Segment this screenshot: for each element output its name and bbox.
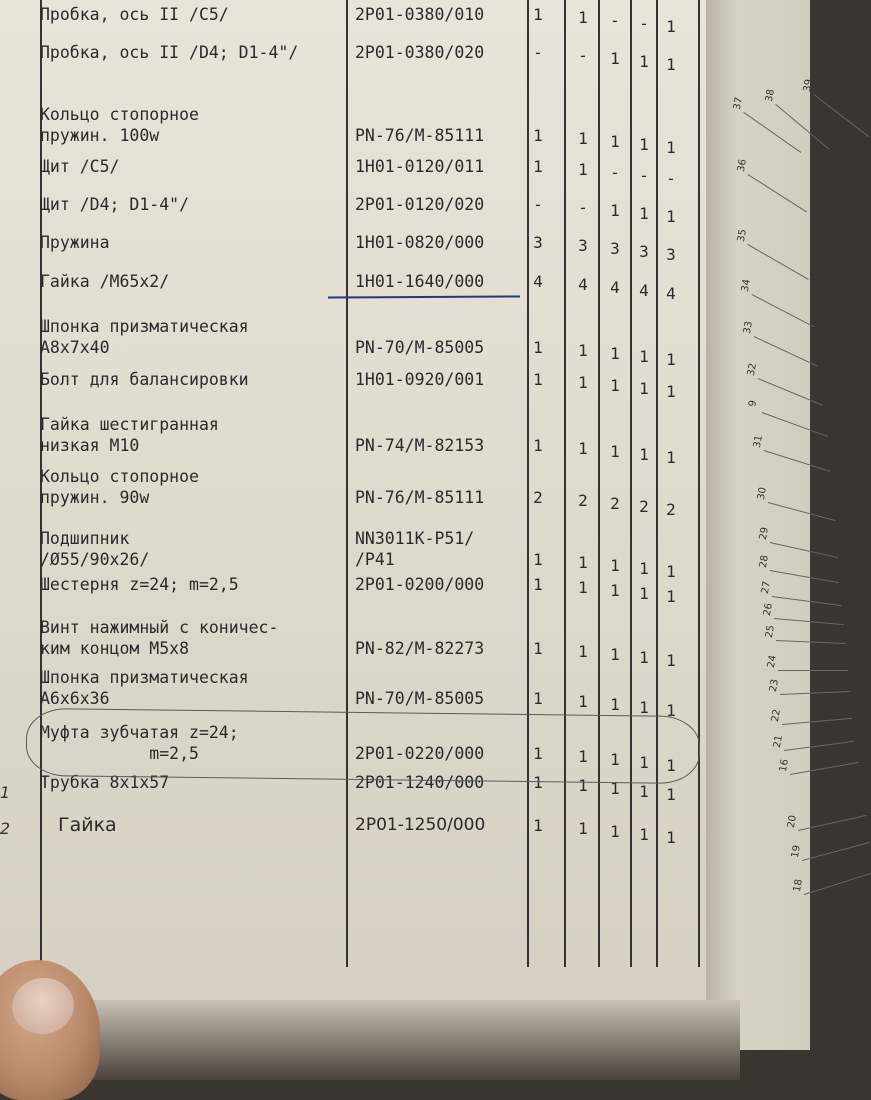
quantity-cell: 2 (639, 497, 649, 516)
quantity-cell: 1 (610, 695, 620, 714)
scale-number: 18 (791, 878, 805, 893)
scale-number: 30 (755, 486, 769, 501)
quantity-cell: 3 (666, 245, 676, 264)
scale-ray (804, 873, 871, 895)
quantity-cell: 1 (578, 553, 588, 572)
part-code: PN-70/M-85005 (355, 689, 485, 708)
quantity-cell: 1 (610, 581, 620, 600)
quantity-cell: - (533, 43, 543, 62)
scale-ray (775, 104, 829, 150)
quantity-cell: 1 (666, 382, 676, 401)
part-code: 1H01-0120/011 (355, 157, 485, 176)
adjacent-page-scale (712, 60, 815, 920)
quantity-cell: 1 (533, 370, 543, 389)
quantity-cell: 1 (610, 344, 620, 363)
pen-circle-annotation (26, 708, 701, 784)
quantity-cell: 1 (610, 201, 620, 220)
scale-number: 16 (777, 758, 791, 773)
quantity-cell: 1 (578, 692, 588, 711)
pen-underline (328, 295, 520, 298)
scale-number: 19 (789, 844, 803, 859)
quantity-cell: 1 (639, 379, 649, 398)
quantity-cell: 1 (533, 773, 543, 792)
quantity-cell: - (639, 14, 649, 33)
quantity-cell: 1 (666, 55, 676, 74)
quantity-cell: 1 (639, 445, 649, 464)
part-code: PN-76/M-85111 (355, 126, 485, 145)
scale-number: 33 (741, 320, 755, 335)
quantity-cell: 4 (666, 284, 676, 303)
part-code: 2P01-0220/000 (355, 744, 485, 763)
quantity-cell: 1 (610, 49, 620, 68)
quantity-cell: 1 (666, 701, 676, 720)
quantity-cell: 1 (578, 129, 588, 148)
quantity-cell: 1 (533, 126, 543, 145)
table-border-right (698, 0, 700, 967)
part-name: Щит /D4; D1-4"/ (40, 195, 190, 214)
quantity-cell: 1 (578, 341, 588, 360)
quantity-cell: 1 (639, 559, 649, 578)
quantity-cell: 1 (578, 439, 588, 458)
scale-ray (802, 842, 870, 861)
part-name: Кольцо стопорное пружин. 100w (40, 105, 199, 145)
quantity-cell: 1 (666, 756, 676, 775)
part-code: 1H01-1640/000 (355, 272, 485, 291)
quantity-cell: 1 (578, 642, 588, 661)
quantity-cell: 1 (533, 639, 543, 658)
part-name: Подшипник /Ø55/90x26/ (40, 529, 150, 569)
scale-ray (764, 450, 831, 472)
quantity-cell: 1 (639, 753, 649, 772)
scale-number: 21 (771, 734, 785, 749)
scale-ray (770, 542, 839, 558)
quantity-cell: 1 (610, 132, 620, 151)
quantity-cell: 1 (610, 556, 620, 575)
quantity-cell: 1 (533, 744, 543, 763)
part-code: PN-74/M-82153 (355, 436, 485, 455)
quantity-cell: 1 (666, 587, 676, 606)
part-code: PN-70/M-85005 (355, 338, 485, 357)
quantity-cell: - (610, 11, 620, 30)
part-code: 2P01-1240/000 (355, 773, 485, 792)
scale-ray (770, 570, 839, 583)
margin-number-2: 2 (0, 819, 11, 838)
quantity-cell: 1 (639, 584, 649, 603)
quantity-cell: 1 (666, 562, 676, 581)
scale-number: 24 (765, 654, 779, 669)
scale-ray (752, 294, 815, 327)
quantity-cell: 1 (533, 816, 543, 835)
part-name: Гайка шестигранная низкая M10 (40, 415, 219, 455)
scale-ray (790, 762, 859, 775)
part-code: 2P01-0120/020 (355, 195, 485, 214)
quantity-cell: 1 (666, 828, 676, 847)
quantity-cell: 1 (533, 575, 543, 594)
scale-number: 26 (761, 602, 775, 617)
quantity-cell: 3 (533, 233, 543, 252)
quantity-cell: 1 (533, 550, 543, 569)
scale-number: 39 (801, 78, 815, 93)
quantity-cell: 1 (610, 822, 620, 841)
quantity-cell: 1 (639, 648, 649, 667)
part-code: NN3011K-P51/ /P41 (355, 529, 475, 569)
part-name: Шестерня z=24; m=2,5 (40, 575, 239, 594)
quantity-cell: 1 (610, 376, 620, 395)
quantity-cell: 1 (578, 819, 588, 838)
quantity-cell: 1 (578, 776, 588, 795)
quantity-cell: 1 (639, 825, 649, 844)
part-name: Шпонка призматическая A6x6x36 (40, 668, 249, 708)
scale-number: 37 (731, 96, 745, 111)
scale-number: 29 (757, 526, 771, 541)
quantity-cell: 1 (666, 651, 676, 670)
quantity-cell: - (639, 166, 649, 185)
part-code: 2P01-1250/000 (355, 815, 486, 835)
quantity-cell: 1 (533, 338, 543, 357)
quantity-cell: 2 (666, 500, 676, 519)
scale-number: 28 (757, 554, 771, 569)
part-name: Щит /C5/ (40, 157, 120, 176)
quantity-cell: 2 (610, 494, 620, 513)
part-code: 2P01-0380/020 (355, 43, 485, 62)
quantity-cell: - (533, 195, 543, 214)
part-name: Винт нажимный с коничес- ким концом M5x8 (40, 618, 279, 658)
quantity-cell: 1 (578, 578, 588, 597)
margin-number-1: 1 (0, 783, 11, 802)
part-name: Гайка /M65x2/ (40, 272, 170, 291)
table-divider-qty-3 (630, 0, 632, 967)
part-code: 2P01-0200/000 (355, 575, 485, 594)
quantity-cell: 4 (610, 278, 620, 297)
scale-ray (784, 741, 854, 751)
quantity-cell: 3 (610, 239, 620, 258)
scale-ray (768, 502, 836, 521)
quantity-cell: 1 (639, 347, 649, 366)
scale-number: 9 (747, 399, 760, 408)
quantity-cell: 2 (533, 488, 543, 507)
quantity-cell: 1 (578, 160, 588, 179)
quantity-cell: 1 (610, 442, 620, 461)
scale-number: 23 (767, 678, 781, 693)
quantity-cell: - (666, 169, 676, 188)
quantity-cell: - (578, 198, 588, 217)
table-divider-qty-4 (656, 0, 658, 967)
scale-ray (747, 174, 807, 212)
quantity-cell: 4 (533, 272, 543, 291)
quantity-cell: 1 (533, 157, 543, 176)
quantity-cell: 1 (639, 698, 649, 717)
scale-number: 32 (745, 362, 759, 377)
scale-number: 36 (735, 158, 749, 173)
scale-number: 35 (735, 228, 749, 243)
part-code: 2P01-0380/010 (355, 5, 485, 24)
quantity-cell: 1 (610, 645, 620, 664)
scale-number: 20 (785, 814, 799, 829)
scale-number: 27 (759, 580, 773, 595)
scale-number: 22 (769, 708, 783, 723)
part-code: PN-76/M-85111 (355, 488, 485, 507)
scale-ray (782, 718, 852, 725)
scale-ray (762, 412, 828, 437)
quantity-cell: 1 (639, 782, 649, 801)
quantity-cell: - (578, 46, 588, 65)
part-name: Муфта зубчатая z=24; m=2,5 (40, 723, 239, 763)
part-name: Болт для балансировки (40, 370, 249, 389)
quantity-cell: - (610, 163, 620, 182)
scale-ray (774, 618, 844, 625)
quantity-cell: 1 (610, 750, 620, 769)
part-code: 1H01-0920/001 (355, 370, 485, 389)
quantity-cell: 1 (533, 436, 543, 455)
quantity-cell: 1 (578, 747, 588, 766)
quantity-cell: 1 (639, 52, 649, 71)
quantity-cell: 1 (578, 373, 588, 392)
quantity-cell: 1 (639, 204, 649, 223)
page-edge (0, 1000, 740, 1080)
scale-number: 25 (763, 624, 777, 639)
quantity-cell: 1 (666, 17, 676, 36)
quantity-cell: 1 (666, 350, 676, 369)
quantity-cell: 4 (639, 281, 649, 300)
quantity-cell: 1 (533, 5, 543, 24)
table-divider-qty-2 (598, 0, 600, 967)
part-code: 1H01-0820/000 (355, 233, 485, 252)
part-name: Пружина (40, 233, 110, 252)
part-name: Шпонка призматическая A8x7x40 (40, 317, 249, 357)
scale-number: 34 (739, 278, 753, 293)
scale-ray (798, 815, 867, 831)
scale-ray (758, 378, 823, 406)
part-name: Трубка 8x1x57 (40, 773, 170, 792)
quantity-cell: 1 (533, 689, 543, 708)
quantity-cell: 1 (666, 785, 676, 804)
quantity-cell: 1 (639, 135, 649, 154)
scale-ray (748, 244, 809, 280)
quantity-cell: 3 (578, 236, 588, 255)
scale-ray (776, 640, 846, 644)
scale-number: 31 (751, 434, 765, 449)
scale-ray (772, 596, 842, 606)
scale-ray (754, 336, 818, 366)
quantity-cell: 1 (578, 8, 588, 27)
part-name: Кольцо стопорное пружин. 90w (40, 467, 199, 507)
part-name: Пробка, ось II /C5/ (40, 5, 229, 24)
scale-number: 38 (763, 88, 777, 103)
part-name: Гайка (58, 814, 117, 836)
table-divider-qty-1 (564, 0, 566, 967)
quantity-cell: 1 (666, 207, 676, 226)
quantity-cell: 3 (639, 242, 649, 261)
scale-ray (813, 94, 869, 137)
scale-ray (780, 691, 850, 695)
quantity-cell: 1 (666, 448, 676, 467)
part-code: PN-82/M-82273 (355, 639, 485, 658)
quantity-cell: 1 (666, 138, 676, 157)
scale-ray (778, 670, 848, 671)
quantity-cell: 4 (578, 275, 588, 294)
quantity-cell: 1 (610, 779, 620, 798)
quantity-cell: 2 (578, 491, 588, 510)
part-name: Пробка, ось II /D4; D1-4"/ (40, 43, 299, 62)
